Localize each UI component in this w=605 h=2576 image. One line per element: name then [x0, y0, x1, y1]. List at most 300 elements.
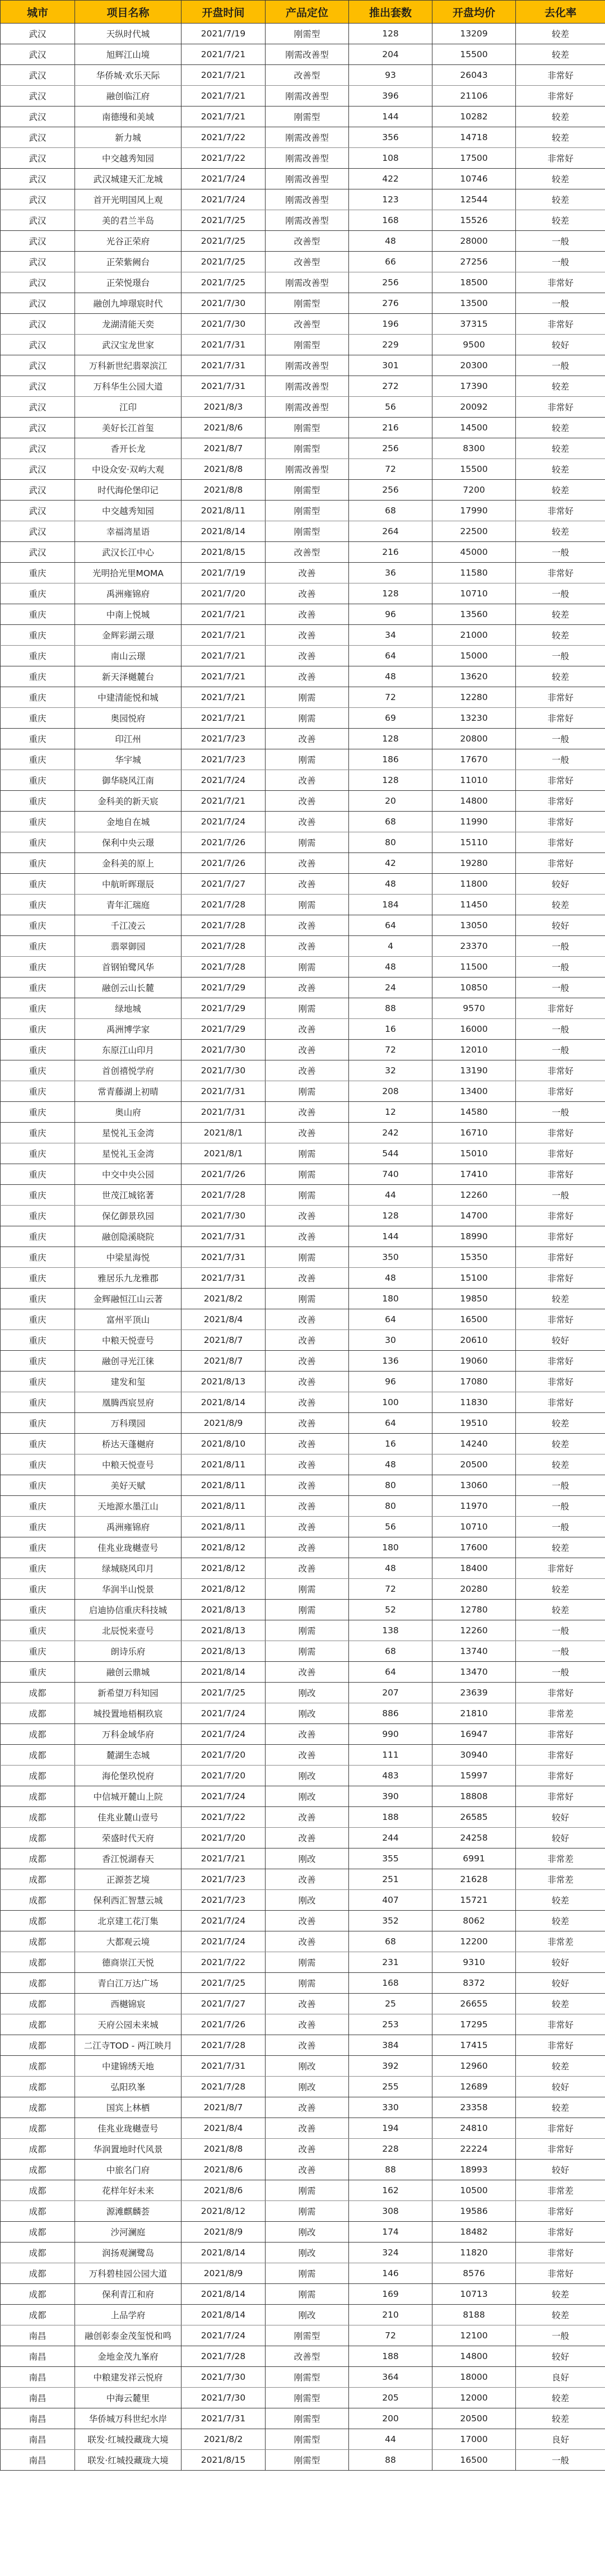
cell-open-date: 2021/8/13: [182, 1600, 266, 1620]
cell-open-date: 2021/7/31: [182, 1081, 266, 1102]
cell-avg-price: 23639: [432, 1683, 516, 1703]
cell-open-date: 2021/8/11: [182, 1496, 266, 1517]
cell-avg-price: 12000: [432, 2388, 516, 2408]
cell-avg-price: 21628: [432, 1869, 516, 1890]
table-row: [1, 1517, 605, 1537]
cell-city: 成都: [1, 2097, 75, 2118]
cell-product-positioning: 刚需型: [266, 2367, 349, 2388]
cell-project-name: 保利中央云璟: [75, 832, 182, 853]
cell-avg-price: 21000: [432, 625, 516, 646]
cell-avg-price: 12544: [432, 189, 516, 210]
cell-units-launched: 392: [349, 2056, 432, 2077]
cell-absorption-rate: 非常好: [516, 1060, 605, 1081]
table-row: [1, 2077, 605, 2097]
cell-units-launched: 276: [349, 293, 432, 314]
cell-avg-price: 10500: [432, 2180, 516, 2201]
table-row: [1, 2346, 605, 2367]
cell-city: 武汉: [1, 106, 75, 127]
table-row: [1, 1931, 605, 1952]
cell-city: 重庆: [1, 1309, 75, 1330]
cell-units-launched: 330: [349, 2097, 432, 2118]
cell-project-name: 融创隐溪晓院: [75, 1226, 182, 1247]
cell-units-launched: 69: [349, 708, 432, 729]
cell-city: 重庆: [1, 1019, 75, 1040]
cell-units-launched: 186: [349, 749, 432, 770]
cell-project-name: 德商崇江天悦: [75, 1952, 182, 1973]
cell-units-launched: 88: [349, 998, 432, 1019]
cell-open-date: 2021/8/14: [182, 521, 266, 542]
cell-product-positioning: 刚需型: [266, 2408, 349, 2429]
cell-product-positioning: 改善: [266, 666, 349, 687]
cell-absorption-rate: 非常好: [516, 314, 605, 335]
cell-absorption-rate: 非常好: [516, 2118, 605, 2139]
cell-units-launched: 188: [349, 2346, 432, 2367]
cell-avg-price: 9500: [432, 335, 516, 355]
cell-units-launched: 128: [349, 729, 432, 749]
header-product-positioning: 产品定位: [266, 1, 349, 24]
cell-open-date: 2021/7/28: [182, 1185, 266, 1206]
cell-absorption-rate: 较差: [516, 1289, 605, 1309]
cell-avg-price: 17500: [432, 148, 516, 169]
cell-absorption-rate: 非常好: [516, 86, 605, 106]
cell-units-launched: 64: [349, 1662, 432, 1683]
cell-absorption-rate: 非常好: [516, 1683, 605, 1703]
cell-open-date: 2021/8/6: [182, 418, 266, 438]
cell-units-launched: 138: [349, 1620, 432, 1641]
table-row: [1, 1330, 605, 1351]
cell-city: 重庆: [1, 957, 75, 977]
cell-open-date: 2021/7/28: [182, 936, 266, 957]
cell-avg-price: 13470: [432, 1662, 516, 1683]
cell-city: 成都: [1, 1911, 75, 1931]
table-row: [1, 459, 605, 480]
cell-absorption-rate: 非常好: [516, 770, 605, 791]
cell-open-date: 2021/7/26: [182, 1164, 266, 1185]
cell-open-date: 2021/7/31: [182, 1247, 266, 1268]
table-row: [1, 1579, 605, 1600]
cell-units-launched: 16: [349, 1434, 432, 1454]
cell-project-name: 花样年好未来: [75, 2180, 182, 2201]
cell-city: 成都: [1, 1931, 75, 1952]
cell-city: 重庆: [1, 1413, 75, 1434]
cell-avg-price: 16500: [432, 1309, 516, 1330]
cell-absorption-rate: 非常差: [516, 2180, 605, 2201]
cell-units-launched: 128: [349, 583, 432, 604]
cell-city: 重庆: [1, 1268, 75, 1289]
table-row: [1, 1185, 605, 1206]
cell-city: 武汉: [1, 418, 75, 438]
cell-city: 重庆: [1, 874, 75, 895]
table-row: [1, 418, 605, 438]
cell-product-positioning: 刚需: [266, 1600, 349, 1620]
table-row: [1, 293, 605, 314]
cell-project-name: 南德缦和美域: [75, 106, 182, 127]
cell-units-launched: 422: [349, 169, 432, 189]
cell-avg-price: 8062: [432, 1911, 516, 1931]
cell-absorption-rate: 较差: [516, 169, 605, 189]
cell-product-positioning: 刚需: [266, 1143, 349, 1164]
cell-open-date: 2021/7/22: [182, 148, 266, 169]
cell-project-name: 武汉城建天汇龙城: [75, 169, 182, 189]
table-row: [1, 272, 605, 293]
cell-units-launched: 168: [349, 1973, 432, 1994]
cell-open-date: 2021/7/24: [182, 1931, 266, 1952]
cell-project-name: 北京建工花汀集: [75, 1911, 182, 1931]
cell-absorption-rate: 较差: [516, 2388, 605, 2408]
cell-absorption-rate: 一般: [516, 1517, 605, 1537]
cell-project-name: 江印: [75, 397, 182, 418]
cell-open-date: 2021/7/28: [182, 957, 266, 977]
cell-open-date: 2021/7/25: [182, 231, 266, 252]
table-row: [1, 1683, 605, 1703]
cell-product-positioning: 刚需: [266, 1952, 349, 1973]
cell-open-date: 2021/7/19: [182, 24, 266, 44]
cell-product-positioning: 改善: [266, 1434, 349, 1454]
cell-absorption-rate: 一般: [516, 957, 605, 977]
cell-city: 重庆: [1, 832, 75, 853]
table-row: [1, 335, 605, 355]
cell-units-launched: 144: [349, 1226, 432, 1247]
table-row: [1, 583, 605, 604]
cell-open-date: 2021/7/21: [182, 1848, 266, 1869]
cell-project-name: 龙湖清能天奕: [75, 314, 182, 335]
cell-avg-price: 11800: [432, 874, 516, 895]
cell-project-name: 二江寺TOD - 两江映月: [75, 2035, 182, 2056]
cell-avg-price: 26043: [432, 65, 516, 86]
cell-open-date: 2021/7/21: [182, 666, 266, 687]
header-open-date: 开盘时间: [182, 1, 266, 24]
cell-avg-price: 14580: [432, 1102, 516, 1123]
cell-avg-price: 30940: [432, 1745, 516, 1766]
cell-project-name: 千江凌云: [75, 915, 182, 936]
cell-project-name: 正源荟艺境: [75, 1869, 182, 1890]
cell-city: 重庆: [1, 1247, 75, 1268]
table-row: [1, 1786, 605, 1807]
table-row: [1, 1289, 605, 1309]
cell-product-positioning: 刚改: [266, 2243, 349, 2263]
cell-absorption-rate: 非常差: [516, 1703, 605, 1724]
cell-city: 重庆: [1, 729, 75, 749]
cell-units-launched: 72: [349, 687, 432, 708]
cell-project-name: 中建清能悦和城: [75, 687, 182, 708]
cell-city: 武汉: [1, 397, 75, 418]
cell-open-date: 2021/7/24: [182, 2325, 266, 2346]
cell-product-positioning: 改善: [266, 1330, 349, 1351]
cell-product-positioning: 改善: [266, 853, 349, 874]
cell-project-name: 奥山府: [75, 1102, 182, 1123]
cell-absorption-rate: 非常好: [516, 2035, 605, 2056]
cell-units-launched: 64: [349, 1309, 432, 1330]
cell-product-positioning: 刚需: [266, 1185, 349, 1206]
cell-product-positioning: 刚需型: [266, 418, 349, 438]
cell-product-positioning: 改善: [266, 1351, 349, 1372]
cell-product-positioning: 刚需型: [266, 438, 349, 459]
cell-units-launched: 20: [349, 791, 432, 812]
cell-units-launched: 80: [349, 1496, 432, 1517]
cell-units-launched: 32: [349, 1060, 432, 1081]
cell-avg-price: 17990: [432, 501, 516, 521]
cell-avg-price: 23358: [432, 2097, 516, 2118]
cell-open-date: 2021/7/25: [182, 252, 266, 272]
cell-units-launched: 210: [349, 2305, 432, 2325]
cell-project-name: 中旅名门府: [75, 2160, 182, 2180]
cell-city: 武汉: [1, 335, 75, 355]
cell-project-name: 美好天赋: [75, 1475, 182, 1496]
cell-product-positioning: 刚改: [266, 1890, 349, 1911]
table-row: [1, 2367, 605, 2388]
table-row: [1, 1973, 605, 1994]
cell-avg-price: 21810: [432, 1703, 516, 1724]
cell-open-date: 2021/7/28: [182, 2035, 266, 2056]
table-row: [1, 1662, 605, 1683]
cell-project-name: 南山云璟: [75, 646, 182, 666]
table-row: [1, 2284, 605, 2305]
table-row: [1, 2056, 605, 2077]
cell-city: 成都: [1, 1952, 75, 1973]
table-body: [1, 24, 605, 2471]
cell-product-positioning: 改善: [266, 1226, 349, 1247]
cell-product-positioning: 刚需: [266, 2201, 349, 2222]
cell-avg-price: 16710: [432, 1123, 516, 1143]
cell-avg-price: 11450: [432, 895, 516, 915]
cell-units-launched: 48: [349, 1558, 432, 1579]
cell-avg-price: 12010: [432, 1040, 516, 1060]
cell-absorption-rate: 较差: [516, 459, 605, 480]
cell-city: 成都: [1, 2056, 75, 2077]
cell-absorption-rate: 较差: [516, 1579, 605, 1600]
cell-avg-price: 10713: [432, 2284, 516, 2305]
cell-open-date: 2021/7/24: [182, 169, 266, 189]
cell-product-positioning: 刚需型: [266, 2429, 349, 2450]
cell-units-launched: 205: [349, 2388, 432, 2408]
cell-avg-price: 10710: [432, 1517, 516, 1537]
table-row: [1, 86, 605, 106]
cell-open-date: 2021/7/30: [182, 1206, 266, 1226]
cell-avg-price: 17295: [432, 2014, 516, 2035]
cell-open-date: 2021/7/28: [182, 2346, 266, 2367]
cell-units-launched: 208: [349, 1081, 432, 1102]
cell-product-positioning: 改善: [266, 1828, 349, 1848]
cell-units-launched: 24: [349, 977, 432, 998]
cell-units-launched: 66: [349, 252, 432, 272]
cell-open-date: 2021/7/31: [182, 1268, 266, 1289]
cell-city: 成都: [1, 2201, 75, 2222]
cell-open-date: 2021/7/21: [182, 44, 266, 65]
cell-absorption-rate: 非常好: [516, 1724, 605, 1745]
cell-open-date: 2021/7/26: [182, 853, 266, 874]
cell-project-name: 新希望万科知园: [75, 1683, 182, 1703]
cell-city: 成都: [1, 2160, 75, 2180]
cell-open-date: 2021/8/11: [182, 1454, 266, 1475]
cell-product-positioning: 刚需改善型: [266, 459, 349, 480]
table-row: [1, 355, 605, 376]
table-row: [1, 1434, 605, 1454]
cell-project-name: 中海云麓里: [75, 2388, 182, 2408]
table-row: [1, 1060, 605, 1081]
cell-avg-price: 17600: [432, 1537, 516, 1558]
cell-city: 重庆: [1, 1040, 75, 1060]
cell-units-launched: 264: [349, 521, 432, 542]
cell-city: 重庆: [1, 646, 75, 666]
cell-absorption-rate: 非常好: [516, 687, 605, 708]
cell-product-positioning: 改善: [266, 1807, 349, 1828]
cell-project-name: 西樾锦宸: [75, 1994, 182, 2014]
cell-units-launched: 93: [349, 65, 432, 86]
cell-open-date: 2021/8/9: [182, 2222, 266, 2243]
cell-units-launched: 355: [349, 1848, 432, 1869]
cell-absorption-rate: 一般: [516, 231, 605, 252]
cell-product-positioning: 刚需型: [266, 106, 349, 127]
cell-city: 成都: [1, 2243, 75, 2263]
cell-project-name: 城投置地梧桐玖宸: [75, 1703, 182, 1724]
cell-avg-price: 26585: [432, 1807, 516, 1828]
cell-city: 武汉: [1, 65, 75, 86]
cell-units-launched: 174: [349, 2222, 432, 2243]
table-row: [1, 1123, 605, 1143]
table-row: [1, 957, 605, 977]
cell-product-positioning: 刚需改善型: [266, 148, 349, 169]
cell-open-date: 2021/8/12: [182, 1537, 266, 1558]
cell-units-launched: 42: [349, 853, 432, 874]
cell-product-positioning: 刚需改善型: [266, 272, 349, 293]
cell-city: 重庆: [1, 1454, 75, 1475]
cell-absorption-rate: 非常好: [516, 812, 605, 832]
cell-absorption-rate: 良好: [516, 2429, 605, 2450]
table-row: [1, 604, 605, 625]
cell-open-date: 2021/7/24: [182, 1703, 266, 1724]
cell-open-date: 2021/7/24: [182, 1911, 266, 1931]
cell-product-positioning: 改善: [266, 1019, 349, 1040]
cell-product-positioning: 改善型: [266, 542, 349, 563]
cell-open-date: 2021/7/30: [182, 2367, 266, 2388]
cell-city: 南昌: [1, 2408, 75, 2429]
cell-city: 重庆: [1, 1496, 75, 1517]
cell-product-positioning: 刚需改善型: [266, 86, 349, 106]
table-row: [1, 1869, 605, 1890]
table-row: [1, 853, 605, 874]
cell-city: 重庆: [1, 1060, 75, 1081]
cell-avg-price: 28000: [432, 231, 516, 252]
cell-units-launched: 396: [349, 86, 432, 106]
cell-project-name: 武汉宝龙世家: [75, 335, 182, 355]
cell-city: 成都: [1, 2118, 75, 2139]
cell-city: 南昌: [1, 2450, 75, 2471]
cell-product-positioning: 改善: [266, 977, 349, 998]
cell-open-date: 2021/8/12: [182, 2201, 266, 2222]
cell-open-date: 2021/7/28: [182, 2077, 266, 2097]
cell-absorption-rate: 一般: [516, 1620, 605, 1641]
cell-open-date: 2021/8/14: [182, 2243, 266, 2263]
cell-city: 重庆: [1, 791, 75, 812]
cell-product-positioning: 改善: [266, 1724, 349, 1745]
cell-project-name: 佳兆业珑樾壹号: [75, 2118, 182, 2139]
cell-project-name: 美好长江首玺: [75, 418, 182, 438]
cell-city: 重庆: [1, 1351, 75, 1372]
cell-units-launched: 44: [349, 1185, 432, 1206]
cell-avg-price: 19586: [432, 2201, 516, 2222]
cell-avg-price: 15000: [432, 646, 516, 666]
cell-avg-price: 18808: [432, 1786, 516, 1807]
table-row: [1, 1019, 605, 1040]
table-row: [1, 231, 605, 252]
cell-city: 武汉: [1, 127, 75, 148]
cell-open-date: 2021/7/22: [182, 127, 266, 148]
cell-units-launched: 30: [349, 1330, 432, 1351]
cell-open-date: 2021/7/23: [182, 1869, 266, 1890]
cell-project-name: 金科美的新天宸: [75, 791, 182, 812]
cell-avg-price: 7200: [432, 480, 516, 501]
table-row: [1, 770, 605, 791]
cell-absorption-rate: 较差: [516, 480, 605, 501]
cell-product-positioning: 刚改: [266, 2305, 349, 2325]
cell-product-positioning: 改善型: [266, 2346, 349, 2367]
cell-absorption-rate: 非常好: [516, 1786, 605, 1807]
cell-avg-price: 15526: [432, 210, 516, 231]
cell-project-name: 佳兆业麓山壹号: [75, 1807, 182, 1828]
cell-city: 重庆: [1, 1620, 75, 1641]
cell-units-launched: 169: [349, 2284, 432, 2305]
cell-open-date: 2021/8/8: [182, 2139, 266, 2160]
cell-units-launched: 68: [349, 812, 432, 832]
cell-open-date: 2021/8/2: [182, 2429, 266, 2450]
table-row: [1, 2388, 605, 2408]
cell-open-date: 2021/7/31: [182, 335, 266, 355]
cell-avg-price: 18000: [432, 2367, 516, 2388]
cell-units-launched: 4: [349, 936, 432, 957]
table-row: [1, 936, 605, 957]
table-row: [1, 791, 605, 812]
cell-avg-price: 16000: [432, 1019, 516, 1040]
cell-units-launched: 64: [349, 646, 432, 666]
cell-absorption-rate: 非常好: [516, 2243, 605, 2263]
cell-absorption-rate: 非常好: [516, 1247, 605, 1268]
cell-open-date: 2021/8/9: [182, 1413, 266, 1434]
cell-avg-price: 9570: [432, 998, 516, 1019]
cell-product-positioning: 刚需: [266, 957, 349, 977]
cell-project-name: 光谷正荣府: [75, 231, 182, 252]
cell-absorption-rate: 较差: [516, 438, 605, 459]
cell-avg-price: 20610: [432, 1330, 516, 1351]
cell-absorption-rate: 一般: [516, 1040, 605, 1060]
cell-city: 武汉: [1, 480, 75, 501]
cell-units-launched: 128: [349, 770, 432, 791]
table-row: [1, 1537, 605, 1558]
cell-project-name: 金辉彩湖云璟: [75, 625, 182, 646]
cell-open-date: 2021/8/10: [182, 1434, 266, 1454]
header-city: 城市: [1, 1, 75, 24]
cell-project-name: 万科金域华府: [75, 1724, 182, 1745]
cell-city: 武汉: [1, 86, 75, 106]
cell-project-name: 金科美的原上: [75, 853, 182, 874]
table-row: [1, 1745, 605, 1766]
table-row: [1, 542, 605, 563]
cell-open-date: 2021/7/25: [182, 272, 266, 293]
cell-project-name: 星悦礼玉金湾: [75, 1143, 182, 1164]
cell-city: 南昌: [1, 2388, 75, 2408]
cell-avg-price: 15500: [432, 44, 516, 65]
cell-absorption-rate: 较差: [516, 376, 605, 397]
cell-project-name: 联发·红城投藏珑大境: [75, 2429, 182, 2450]
cell-product-positioning: 改善: [266, 2118, 349, 2139]
table-row: [1, 1372, 605, 1392]
cell-product-positioning: 刚需改善型: [266, 355, 349, 376]
cell-absorption-rate: 一般: [516, 1019, 605, 1040]
cell-avg-price: 9310: [432, 1952, 516, 1973]
cell-open-date: 2021/7/25: [182, 210, 266, 231]
cell-project-name: 世茂江城铭著: [75, 1185, 182, 1206]
cell-open-date: 2021/7/21: [182, 708, 266, 729]
cell-units-launched: 72: [349, 459, 432, 480]
